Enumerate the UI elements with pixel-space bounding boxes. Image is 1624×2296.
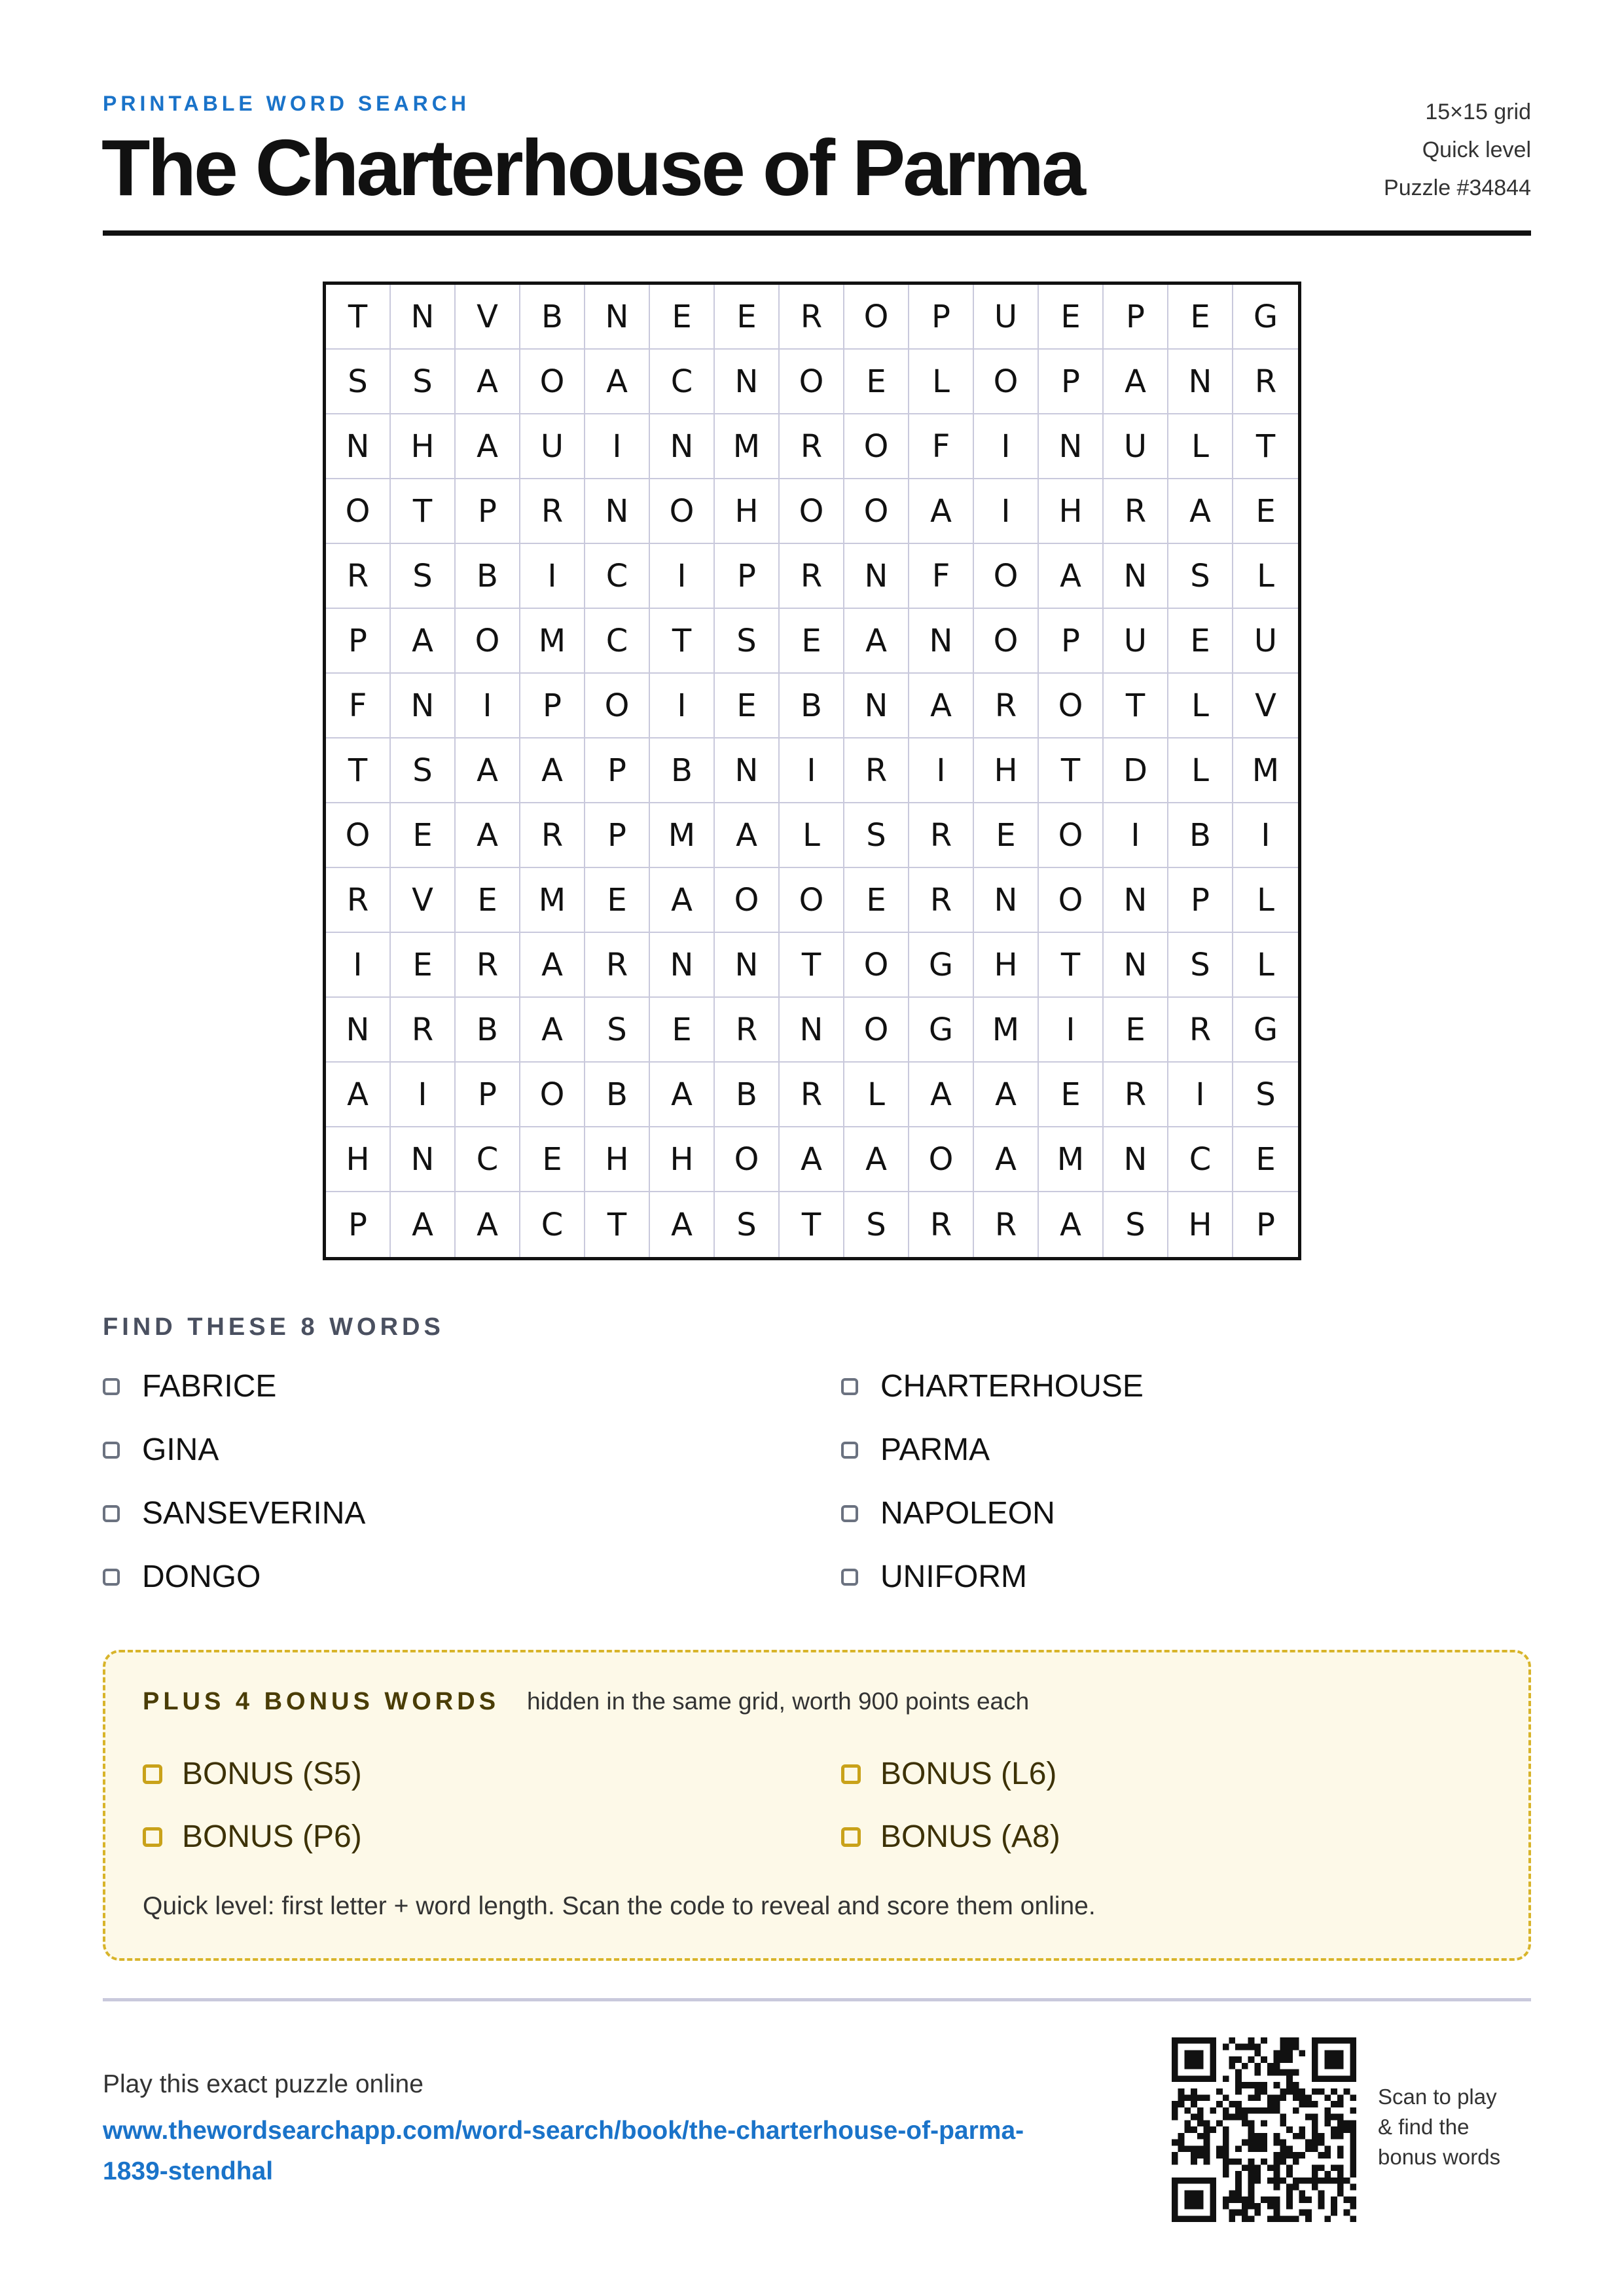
grid-cell[interactable]: E [456, 868, 520, 933]
grid-cell[interactable]: M [520, 609, 585, 674]
grid-cell[interactable]: E [715, 674, 780, 738]
grid-cell[interactable]: C [520, 1192, 585, 1257]
checkbox-icon[interactable] [103, 1505, 120, 1522]
level-label: Quick level [1422, 137, 1531, 162]
grid-cell[interactable]: R [1104, 1063, 1168, 1127]
grid-cell[interactable]: O [650, 479, 715, 544]
grid-cell[interactable]: L [1168, 738, 1233, 803]
word-label: SANSEVERINA [142, 1496, 366, 1531]
grid-cell[interactable]: S [1168, 933, 1233, 998]
word-item[interactable] [841, 1432, 990, 1468]
grid-cell[interactable]: L [844, 1063, 909, 1127]
grid-size-label: 15×15 grid [1425, 100, 1531, 124]
grid-cell[interactable]: O [456, 609, 520, 674]
grid-cell[interactable]: E [780, 609, 844, 674]
checkbox-icon[interactable] [103, 1442, 120, 1459]
grid-cell[interactable]: N [585, 479, 650, 544]
grid-cell[interactable]: R [844, 738, 909, 803]
grid-cell[interactable]: N [391, 1127, 456, 1192]
grid-cell[interactable]: O [780, 479, 844, 544]
grid-cell[interactable]: P [520, 674, 585, 738]
bonus-subheading: hidden in the same grid, worth 900 points each [527, 1688, 1030, 1715]
grid-cell[interactable]: B [1168, 803, 1233, 868]
grid-cell[interactable]: A [391, 1192, 456, 1257]
word-item[interactable] [103, 1368, 276, 1404]
grid-cell[interactable]: B [780, 674, 844, 738]
grid-cell[interactable]: B [585, 1063, 650, 1127]
grid-cell[interactable]: O [909, 1127, 974, 1192]
grid-cell[interactable]: R [326, 544, 391, 609]
grid-cell[interactable]: M [650, 803, 715, 868]
grid-cell[interactable]: P [1104, 285, 1168, 350]
grid-cell[interactable]: B [715, 1063, 780, 1127]
grid-cell[interactable]: E [974, 803, 1039, 868]
grid-cell[interactable]: I [780, 738, 844, 803]
grid-cell[interactable]: N [326, 414, 391, 479]
grid-cell[interactable]: P [909, 285, 974, 350]
grid-cell[interactable]: V [391, 868, 456, 933]
grid-cell[interactable]: O [1039, 674, 1104, 738]
grid-cell[interactable]: A [844, 1127, 909, 1192]
grid-cell[interactable]: A [1039, 1192, 1104, 1257]
grid-cell[interactable]: S [1168, 544, 1233, 609]
grid-cell[interactable]: B [456, 998, 520, 1063]
grid-cell[interactable]: E [1039, 285, 1104, 350]
grid-cell[interactable]: B [650, 738, 715, 803]
grid-cell[interactable]: E [1168, 285, 1233, 350]
grid-cell[interactable]: R [1104, 479, 1168, 544]
grid-cell[interactable]: N [715, 738, 780, 803]
grid-cell[interactable]: T [1039, 738, 1104, 803]
grid-cell[interactable]: L [1233, 544, 1298, 609]
grid-cell[interactable]: N [585, 285, 650, 350]
grid-cell[interactable]: A [974, 1063, 1039, 1127]
grid-cell[interactable]: E [391, 803, 456, 868]
grid-cell[interactable]: U [520, 414, 585, 479]
grid-cell[interactable]: I [974, 479, 1039, 544]
grid-cell[interactable]: R [909, 868, 974, 933]
word-item[interactable] [103, 1495, 365, 1531]
grid-cell[interactable]: O [844, 285, 909, 350]
grid-cell[interactable]: I [585, 414, 650, 479]
grid-cell[interactable]: N [1168, 350, 1233, 414]
grid-cell[interactable]: N [391, 674, 456, 738]
grid-cell[interactable]: M [1039, 1127, 1104, 1192]
checkbox-icon[interactable] [841, 1827, 861, 1847]
grid-cell[interactable]: N [780, 998, 844, 1063]
bonus-item[interactable] [841, 1819, 1060, 1855]
word-label: UNIFORM [880, 1559, 1027, 1594]
word-label: GINA [142, 1432, 219, 1467]
grid-cell[interactable]: B [456, 544, 520, 609]
grid-cell[interactable]: U [1233, 609, 1298, 674]
grid-cell[interactable]: R [780, 414, 844, 479]
grid-cell[interactable]: N [909, 609, 974, 674]
grid-cell[interactable]: F [909, 544, 974, 609]
grid-cell[interactable]: R [780, 544, 844, 609]
grid-cell[interactable]: A [650, 1192, 715, 1257]
grid-cell[interactable]: O [715, 868, 780, 933]
grid-cell[interactable]: S [844, 1192, 909, 1257]
grid-cell[interactable]: I [974, 414, 1039, 479]
grid-cell[interactable]: R [715, 998, 780, 1063]
grid-cell[interactable]: T [326, 738, 391, 803]
scan-note: Scan to play & find the bonus words [1378, 2085, 1501, 2169]
checkbox-icon[interactable] [841, 1569, 858, 1586]
grid-cell[interactable]: R [585, 933, 650, 998]
grid-cell[interactable]: R [391, 998, 456, 1063]
grid-cell[interactable]: R [520, 803, 585, 868]
word-item[interactable] [841, 1495, 1055, 1531]
grid-cell[interactable]: A [1104, 350, 1168, 414]
grid-cell[interactable]: A [456, 738, 520, 803]
grid-cell[interactable]: L [1233, 868, 1298, 933]
word-item[interactable] [841, 1559, 1027, 1595]
grid-cell[interactable]: P [1039, 350, 1104, 414]
grid-cell[interactable]: G [1233, 285, 1298, 350]
grid-cell[interactable]: C [585, 609, 650, 674]
grid-cell[interactable]: P [585, 738, 650, 803]
grid-cell[interactable]: P [1256, 1206, 1275, 1243]
grid-cell[interactable]: P [326, 1192, 391, 1257]
grid-cell[interactable]: H [974, 738, 1039, 803]
grid-cell[interactable]: T [1039, 933, 1104, 998]
checkbox-icon[interactable] [143, 1764, 162, 1784]
grid-cell[interactable]: N [844, 544, 909, 609]
grid-cell[interactable]: A [326, 1063, 391, 1127]
grid-cell[interactable]: P [585, 803, 650, 868]
grid-cell[interactable]: H [1168, 1192, 1233, 1257]
grid-cell[interactable]: M [1233, 738, 1298, 803]
grid-cell[interactable]: C [456, 1127, 520, 1192]
grid-cell[interactable]: G [1233, 998, 1298, 1063]
checkbox-icon[interactable] [841, 1442, 858, 1459]
grid-cell[interactable]: I [909, 738, 974, 803]
grid-cell[interactable]: N [1039, 414, 1104, 479]
grid-cell[interactable]: S [715, 609, 780, 674]
grid-cell[interactable]: I [456, 674, 520, 738]
grid-cell[interactable]: T [1104, 674, 1168, 738]
grid-cell[interactable]: U [1104, 414, 1168, 479]
grid-cell[interactable]: F [326, 674, 391, 738]
grid-cell[interactable]: H [715, 479, 780, 544]
letter-grid[interactable] [323, 282, 1301, 1260]
word-label: DONGO [142, 1559, 261, 1594]
grid-cell[interactable]: D [1104, 738, 1168, 803]
grid-cell[interactable]: N [715, 933, 780, 998]
grid-cell[interactable]: N [1104, 544, 1168, 609]
grid-cell[interactable]: E [585, 868, 650, 933]
grid-cell[interactable]: R [909, 1192, 974, 1257]
grid-cell[interactable]: P [715, 544, 780, 609]
grid-cell[interactable]: A [909, 479, 974, 544]
bonus-item[interactable] [143, 1756, 362, 1792]
grid-cell[interactable]: M [715, 414, 780, 479]
grid-cell[interactable]: E [650, 285, 715, 350]
checkbox-icon[interactable] [103, 1378, 120, 1395]
word-label: NAPOLEON [880, 1496, 1055, 1531]
grid-cell[interactable]: R [326, 868, 391, 933]
grid-cell[interactable]: N [1104, 1127, 1168, 1192]
footer-divider [103, 1998, 1531, 2001]
bonus-label: BONUS (S5) [182, 1757, 362, 1791]
bonus-heading: PLUS 4 BONUS WORDS [143, 1688, 500, 1715]
grid-cell[interactable]: P [326, 609, 391, 674]
grid-cell[interactable]: A [974, 1127, 1039, 1192]
bonus-label: BONUS (P6) [182, 1819, 362, 1854]
grid-cell[interactable]: T [585, 1192, 650, 1257]
grid-cell[interactable]: I [1168, 1063, 1233, 1127]
grid-cell[interactable]: V [1233, 674, 1298, 738]
grid-cell[interactable]: E [1233, 479, 1298, 544]
grid-cell[interactable]: A [1039, 544, 1104, 609]
grid-cell[interactable]: L [1168, 674, 1233, 738]
qr-code-icon[interactable] [1172, 2037, 1356, 2222]
header-divider [103, 230, 1531, 236]
grid-cell[interactable]: R [974, 674, 1039, 738]
grid-cell[interactable]: N [391, 285, 456, 350]
word-label: PARMA [880, 1432, 990, 1467]
grid-cell[interactable]: P [456, 1063, 520, 1127]
grid-cell[interactable]: E [844, 350, 909, 414]
grid-cell[interactable]: U [974, 285, 1039, 350]
grid-cell[interactable]: S [391, 738, 456, 803]
grid-cell[interactable]: T [780, 933, 844, 998]
grid-cell[interactable]: O [715, 1127, 780, 1192]
grid-cell[interactable]: O [585, 674, 650, 738]
grid-cell[interactable]: N [650, 414, 715, 479]
kicker-label: PRINTABLE WORD SEARCH [103, 92, 470, 115]
grid-cell[interactable]: A [1168, 479, 1233, 544]
grid-cell[interactable]: H [650, 1127, 715, 1192]
grid-cell[interactable]: E [1104, 998, 1168, 1063]
grid-cell[interactable]: A [909, 1063, 974, 1127]
grid-cell[interactable]: P [1039, 609, 1104, 674]
grid-cell[interactable]: E [1233, 1127, 1298, 1192]
grid-cell[interactable]: R [780, 1063, 844, 1127]
grid-cell[interactable]: A [456, 1192, 520, 1257]
word-label: CHARTERHOUSE [880, 1369, 1144, 1404]
bonus-note: Quick level: first letter + word length. Scan the code to reveal and score them online. [143, 1892, 1096, 1920]
grid-cell[interactable]: S [1104, 1192, 1168, 1257]
grid-cell[interactable]: R [1233, 350, 1298, 414]
grid-cell[interactable]: I [520, 544, 585, 609]
puzzle-url-link[interactable]: www.thewordsearchapp.com/word-search/book/the-charterhouse-of-parma-1839-stendhal [103, 2117, 1024, 2185]
checkbox-icon[interactable] [103, 1569, 120, 1586]
grid-cell[interactable]: I [391, 1063, 456, 1127]
grid-cell[interactable]: E [520, 1127, 585, 1192]
grid-cell[interactable]: M [974, 998, 1039, 1063]
grid-cell[interactable]: V [456, 285, 520, 350]
grid-cell[interactable]: P [456, 479, 520, 544]
grid-cell[interactable]: O [974, 350, 1039, 414]
grid-cell[interactable]: A [585, 350, 650, 414]
grid-cell[interactable]: A [650, 868, 715, 933]
grid-cell[interactable]: E [715, 285, 780, 350]
grid-cell[interactable]: O [780, 868, 844, 933]
grid-cell[interactable]: O [1039, 803, 1104, 868]
checkbox-icon[interactable] [841, 1505, 858, 1522]
grid-cell[interactable]: N [844, 674, 909, 738]
grid-cell[interactable]: S [585, 998, 650, 1063]
grid-cell[interactable]: N [1104, 933, 1168, 998]
grid-cell[interactable]: M [520, 868, 585, 933]
grid-cell[interactable]: O [844, 998, 909, 1063]
grid-cell[interactable]: I [650, 544, 715, 609]
grid-cell[interactable]: E [1168, 609, 1233, 674]
grid-cell[interactable]: N [715, 350, 780, 414]
grid-cell[interactable]: A [909, 674, 974, 738]
grid-cell[interactable]: A [844, 609, 909, 674]
grid-cell[interactable]: E [391, 933, 456, 998]
play-online-label: Play this exact puzzle online [103, 2070, 424, 2098]
checkbox-icon[interactable] [841, 1378, 858, 1395]
grid-cell[interactable]: A [456, 803, 520, 868]
grid-cell[interactable]: G [909, 933, 974, 998]
grid-cell[interactable]: O [974, 544, 1039, 609]
grid-cell[interactable]: T [391, 479, 456, 544]
grid-cell[interactable]: O [844, 479, 909, 544]
word-item[interactable] [103, 1432, 219, 1468]
grid-cell[interactable]: I [1039, 998, 1104, 1063]
grid-cell[interactable]: R [974, 1192, 1039, 1257]
word-list-heading: FIND THESE 8 WORDS [103, 1313, 444, 1341]
grid-cell[interactable]: U [1104, 609, 1168, 674]
grid-cell[interactable]: C [585, 544, 650, 609]
grid-cell[interactable]: O [974, 609, 1039, 674]
grid-cell[interactable]: E [1039, 1063, 1104, 1127]
grid-cell[interactable]: I [650, 674, 715, 738]
bonus-item[interactable] [143, 1819, 362, 1855]
checkbox-icon[interactable] [143, 1827, 162, 1847]
grid-cell[interactable]: N [974, 868, 1039, 933]
bonus-label: BONUS (A8) [880, 1819, 1060, 1854]
grid-cell[interactable]: L [1233, 933, 1298, 998]
word-item[interactable] [841, 1368, 1144, 1404]
grid-cell[interactable]: H [326, 1127, 391, 1192]
grid-cell[interactable]: B [520, 285, 585, 350]
grid-cell[interactable]: A [520, 933, 585, 998]
grid-cell[interactable]: R [1168, 998, 1233, 1063]
grid-cell[interactable]: T [326, 285, 391, 350]
grid-cell[interactable]: T [650, 609, 715, 674]
grid-cell[interactable]: A [650, 1063, 715, 1127]
grid-cell[interactable]: R [909, 803, 974, 868]
grid-cell[interactable]: O [326, 803, 391, 868]
grid-cell[interactable]: C [1168, 1127, 1233, 1192]
grid-cell[interactable]: N [326, 998, 391, 1063]
grid-cell[interactable]: L [909, 350, 974, 414]
grid-cell[interactable]: A [456, 350, 520, 414]
grid-cell[interactable]: L [780, 803, 844, 868]
grid-cell[interactable]: S [391, 350, 456, 414]
grid-cell[interactable]: O [326, 479, 391, 544]
grid-cell[interactable]: N [650, 933, 715, 998]
grid-cell[interactable]: O [520, 1063, 585, 1127]
grid-cell[interactable]: S [326, 350, 391, 414]
word-label: FABRICE [142, 1369, 277, 1404]
grid-cell[interactable]: H [391, 414, 456, 479]
grid-cell[interactable]: P [1168, 868, 1233, 933]
grid-cell[interactable]: H [585, 1127, 650, 1192]
grid-cell[interactable]: H [974, 933, 1039, 998]
grid-cell[interactable]: T [1233, 414, 1298, 479]
grid-cell[interactable]: R [456, 933, 520, 998]
grid-cell[interactable]: R [780, 285, 844, 350]
grid-cell[interactable]: S [1233, 1063, 1298, 1127]
grid-cell[interactable]: I [1233, 803, 1298, 868]
grid-cell[interactable]: O [520, 350, 585, 414]
grid-cell[interactable]: E [650, 998, 715, 1063]
grid-cell[interactable]: G [909, 998, 974, 1063]
grid-cell[interactable]: A [391, 609, 456, 674]
puzzle-meta [1384, 93, 1531, 207]
page-title: The Charterhouse of Parma [101, 123, 1083, 212]
grid-cell[interactable]: R [520, 479, 585, 544]
grid-cell[interactable]: A [780, 1127, 844, 1192]
word-item[interactable] [103, 1559, 261, 1595]
grid-cell[interactable]: O [844, 933, 909, 998]
grid-cell[interactable]: O [844, 414, 909, 479]
grid-cell[interactable]: I [1104, 803, 1168, 868]
grid-cell[interactable]: A [456, 414, 520, 479]
grid-cell[interactable]: S [715, 1192, 780, 1257]
bonus-item[interactable] [841, 1756, 1056, 1792]
grid-cell[interactable]: O [1039, 868, 1104, 933]
grid-cell[interactable]: F [909, 414, 974, 479]
grid-cell[interactable]: A [520, 738, 585, 803]
checkbox-icon[interactable] [841, 1764, 861, 1784]
grid-cell[interactable]: C [650, 350, 715, 414]
grid-cell[interactable]: T [780, 1192, 844, 1257]
grid-cell[interactable]: A [715, 803, 780, 868]
bonus-label: BONUS (L6) [880, 1757, 1057, 1791]
grid-cell[interactable]: O [780, 350, 844, 414]
grid-cell[interactable]: H [1039, 479, 1104, 544]
grid-cell[interactable]: E [844, 868, 909, 933]
grid-cell[interactable]: L [1168, 414, 1233, 479]
grid-cell[interactable]: S [391, 544, 456, 609]
grid-cell[interactable]: N [1104, 868, 1168, 933]
grid-cell[interactable]: I [326, 933, 391, 998]
grid-cell[interactable]: S [844, 803, 909, 868]
grid-cell[interactable]: A [520, 998, 585, 1063]
puzzle-number: Puzzle #34844 [1384, 175, 1531, 200]
